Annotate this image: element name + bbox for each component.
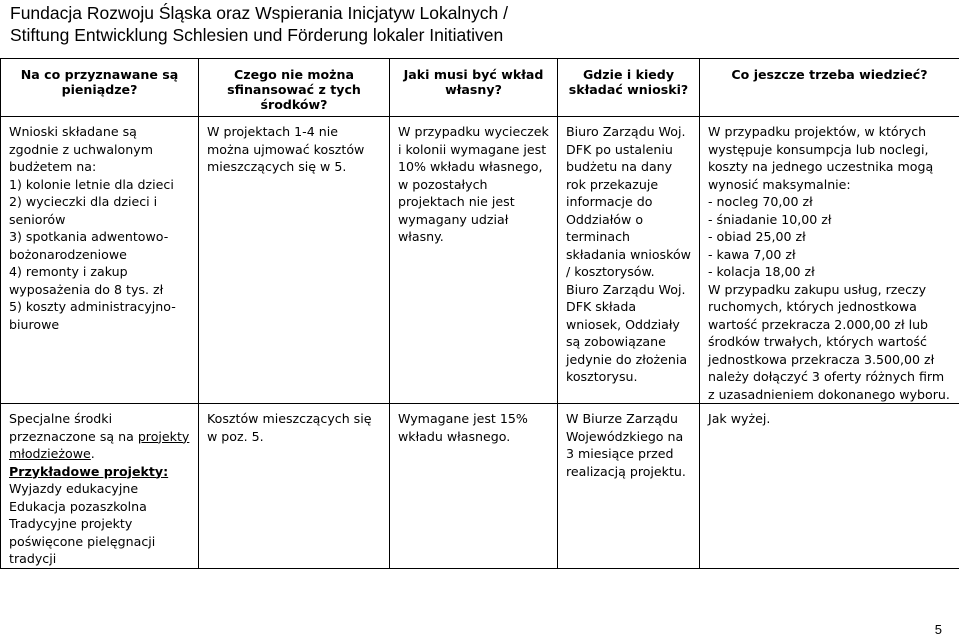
cell-text: Biuro Zarządu Woj. DFK składa wniosek, Oddziały są zobowiązane jedynie do złożenia kosztorysu. xyxy=(566,281,688,384)
cell-text: W przypadku zakupu usług, rzeczy ruchomych, których jednostkowa wartość przekracza 2.000,00 zł lub środków trwałych, których wartość jednostkowa przekracza 3.500,00 zł należy dołączyć 3 oferty różnych firm z uzasadnieniem dokonanego wyboru. xyxy=(708,281,950,402)
list-item: - kolacja 18,00 zł xyxy=(708,264,815,279)
title-line-1: Fundacja Rozwoju Śląska oraz Wspierania Inicjatyw Lokalnych / xyxy=(10,3,509,23)
header-not-financed: Czego nie można sfinansować z tych środków? xyxy=(199,59,390,117)
info-table xyxy=(0,58,959,569)
cell-funded-items xyxy=(1,117,199,404)
list-item: Tradycyjne projekty poświęcone pielęgnacji tradycji xyxy=(9,516,156,566)
list-item: 2) wycieczki dla dzieci i seniorów xyxy=(9,194,158,227)
cell-where-when xyxy=(558,117,700,404)
cell-own-contribution-youth xyxy=(390,404,558,569)
list-item: 1) kolonie letnie dla dzieci xyxy=(9,176,174,192)
list-item: 5) koszty administracyjno-biurowe xyxy=(9,299,176,332)
period: . xyxy=(90,446,95,461)
cell-text: W projektach 1-4 nie można ujmować kosztów mieszczących się w 5. xyxy=(207,124,365,174)
header-own-contribution: Jaki musi być wkład własny? xyxy=(390,59,558,117)
list-item: 4) remonty i zakup wyposażenia do 8 tys. zł xyxy=(9,264,164,297)
cell-additional-info-youth xyxy=(700,404,959,569)
cell-own-contribution xyxy=(390,117,558,404)
cell-youth-projects xyxy=(1,404,199,569)
table-row xyxy=(1,117,959,404)
examples-label: Przykładowe projekty: xyxy=(9,463,169,479)
cell-text: Kosztów mieszczących się w poz. 5. xyxy=(207,411,372,444)
cell-text: W przypadku wycieczek i kolonii wymagane jest 10% wkładu własnego, w pozostałych projektach nie jest wymagany udział własny. xyxy=(398,124,549,244)
cell-text: W przypadku projektów, w których występuje konsumpcja lub noclegi, koszty na jednego uczestnika mogą wynosić maksymalnie: xyxy=(708,124,934,192)
list-item: - nocleg 70,00 zł xyxy=(708,194,813,209)
cell-text: Wymagane jest 15% wkładu własnego. xyxy=(398,411,528,444)
document-title xyxy=(10,2,950,46)
cell-not-financed xyxy=(199,117,390,404)
cell-additional-info xyxy=(700,117,959,404)
header-row xyxy=(1,59,959,117)
list-item: 3) spotkania adwentowo-bożonarodzeniowe xyxy=(9,229,169,262)
cell-text: W Biurze Zarządu Wojewódzkiego na 3 miesiące przed realizacją projektu. xyxy=(566,411,686,479)
list-item: - śniadanie 10,00 zł xyxy=(708,211,832,227)
page-number: 5 xyxy=(934,622,942,637)
intro-text: Specjalne środki przeznaczone są na xyxy=(9,411,134,444)
cell-text xyxy=(9,410,190,463)
header-additional-info: Co jeszcze trzeba wiedzieć? xyxy=(700,59,959,117)
header-what-funded: Na co przyznawane są pieniądze? xyxy=(1,59,199,117)
cell-text: Jak wyżej. xyxy=(708,411,771,426)
list-item: Wyjazdy edukacyjne xyxy=(9,481,139,496)
title-line-2: Stiftung Entwicklung Schlesien und Förderung lokaler Initiativen xyxy=(10,25,504,45)
youth-projects-link[interactable]: projekty młodzieżowe xyxy=(9,428,190,461)
table-row xyxy=(1,404,959,569)
cell-where-when-youth xyxy=(558,404,700,569)
cell-not-financed-youth xyxy=(199,404,390,569)
list-item: - kawa 7,00 zł xyxy=(708,246,796,262)
header-where-when: Gdzie i kiedy składać wnioski? xyxy=(558,59,700,117)
cell-text: Biuro Zarządu Woj. DFK po ustaleniu budżetu na dany rok przekazuje informacje do Oddziałów o terminach składania wniosków / kosztorysów. xyxy=(566,124,691,279)
list-item: - obiad 25,00 zł xyxy=(708,229,806,244)
cell-text: Wnioski składane są zgodnie z uchwalonym budżetem na: xyxy=(9,124,153,174)
list-item: Edukacja pozaszkolna xyxy=(9,498,147,514)
